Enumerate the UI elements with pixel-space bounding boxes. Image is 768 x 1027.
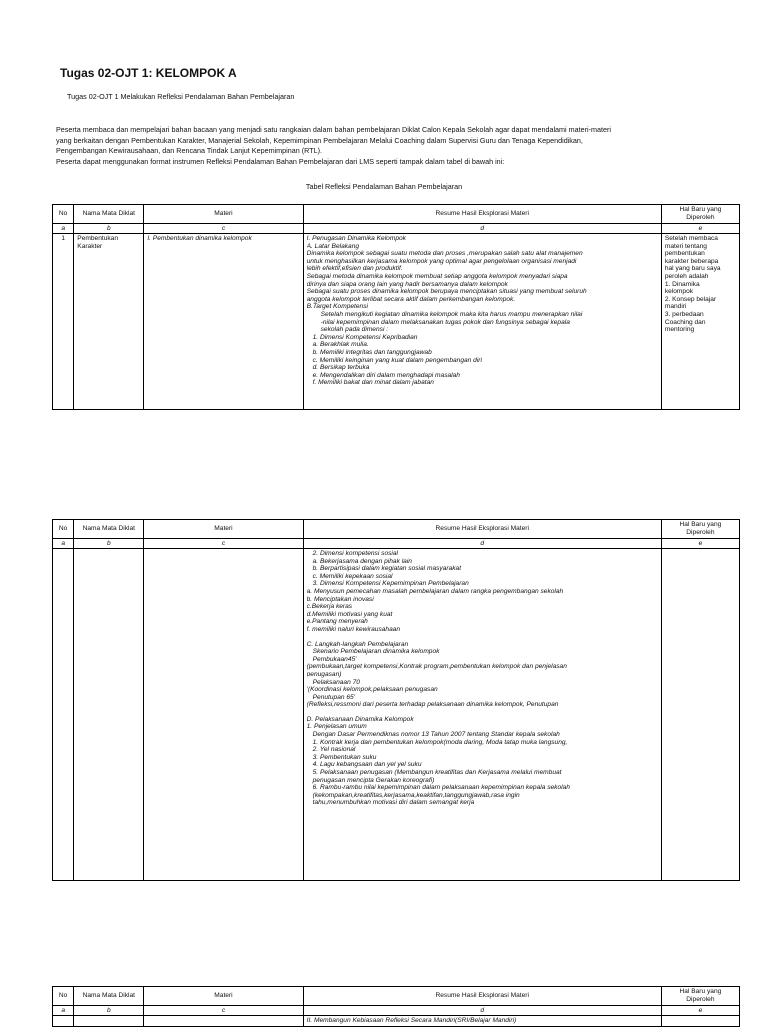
resume-line: e.Pantang menyerah (306, 618, 368, 626)
intro-line: Peserta membaca dan mempelajari bahan bacaan yang menjadi satu rangkaian dalam bahan pembelajaran Diklat Calon Kepala Sekolah agar dapat mendalami materi-materi (56, 125, 611, 134)
hal-baru-line: mandiri (664, 303, 687, 311)
letter-c: c (144, 224, 303, 234)
resume-line: Skenario Pembelajaran dinamika kelompok (312, 648, 440, 656)
hal-baru-line: 1. Dinamika (664, 280, 700, 288)
header-letter-row (53, 1006, 740, 1016)
header-materi: Materi (144, 205, 303, 224)
letter-e: e (661, 224, 739, 234)
header-nama: Nama Mata Diklat (74, 520, 144, 539)
resume-line: lebih efektif,efisien dan produktif. (306, 265, 403, 273)
resume-line: 2. Yel nasional (312, 746, 356, 754)
header-hal: Hal Baru yang Diperoleh (661, 205, 739, 224)
resume-line: (kekompakan,kreatifitas,kerjasama,keaktifan,tanggungjawab,rasa ingin (312, 791, 520, 799)
row-hal-baru (661, 549, 739, 881)
row-no: 1 (53, 234, 74, 410)
header-resume: Resume Hasil Eksplorasi Materi (303, 205, 661, 224)
resume-line: Dinamika kelompok sebagai suatu metoda dan proses ,merupakan salah satu alat manajemen (306, 250, 583, 258)
resume-line: '(Koordinasi kelompok,pelaksaan penugasan (306, 686, 438, 694)
resume-line: f. Memiliki bakat dan minat dalam jabatan (312, 379, 434, 387)
resume-line: c.Bekerja keras (306, 603, 353, 611)
header-hal: Hal Baru yang Diperoleh (661, 987, 739, 1006)
header-no: No (53, 520, 74, 539)
table-header-row (53, 205, 740, 224)
resume-line: (pembukaan,target kompetensi,Kontrak program,pembentukan kelompok dan penjelasan (306, 663, 567, 671)
resume-line: B.Target Kompetensi (306, 303, 368, 311)
reflection-table-2 (52, 519, 740, 881)
resume-line: sekolah pada dimensi : (320, 326, 389, 334)
resume-line: e. Mengendalikan diri dalam menghadapi masalah (312, 371, 460, 379)
resume-line: 1. Penjelasan umum (306, 723, 367, 731)
row-nama (74, 549, 144, 881)
row-materi (144, 1016, 303, 1027)
resume-line: 6. Rambu-rambu nilai kepemimpinan dalam pelaksanaan kepemimpinan kepala sekolah (312, 784, 570, 792)
letter-c: c (144, 1006, 303, 1016)
hal-baru-line: peroleh adalah (664, 272, 709, 280)
table-header-row (53, 520, 740, 539)
hal-baru-line: Coaching dan (664, 318, 706, 326)
resume-line: a. Berakhlak mulia. (312, 341, 369, 349)
letter-e: e (661, 539, 739, 549)
row-hal-baru (661, 1016, 739, 1027)
reflection-table-1 (52, 204, 740, 410)
resume-line: d.Memiliki motivasi yang kuat (306, 610, 393, 618)
resume-line: Dengan Dasar Permendiknas nomor 13 Tahun 2007 tentang Standar kepala sekolah (312, 731, 560, 739)
row-hal-baru (661, 234, 739, 410)
table-caption: Tabel Refleksi Pendalaman Bahan Pembelajaran (305, 182, 463, 191)
row-no (53, 1016, 74, 1027)
letter-b: b (74, 1006, 144, 1016)
letter-d: d (303, 539, 661, 549)
header-nama: Nama Mata Diklat (74, 987, 144, 1006)
header-materi: Materi (144, 987, 303, 1006)
letter-d: d (303, 224, 661, 234)
intro-paragraph (56, 125, 718, 167)
hal-baru-line: karakter beberapa (664, 257, 719, 265)
resume-line: Sebagai metoda dinamika kelompok membuat setiap anggota kelompok menyadari siapa (306, 272, 568, 280)
resume-line: tahu,menumbuhkan motivasi diri dalam semangat kerja (312, 799, 475, 807)
resume-line: b. Memiliki integritas dan tanggungjawab (312, 348, 432, 356)
table-row (53, 234, 740, 410)
row-resume (303, 234, 661, 410)
resume-line: Pembukaan45' (312, 655, 357, 663)
header-letter-row (53, 539, 740, 549)
header-hal: Hal Baru yang Diperoleh (661, 520, 739, 539)
resume-line: 2. Dimensi kompetensi sosial (312, 550, 399, 557)
resume-line: anggota kelompok terlibat secara aktif dalam perkembangan kelompok. (306, 295, 516, 303)
resume-line: I. Penugasan Dinamika Kelompok (306, 235, 406, 242)
hal-baru-line: 2. Konsep belajar (664, 295, 717, 303)
resume-line: 1. Kontrak kerja dan pembentukan kelompok(moda daring, Moda tatap muka langsung, (312, 738, 568, 746)
resume-line: Penutupan 65' (312, 693, 355, 701)
hal-baru-line: mentoring (664, 326, 695, 334)
header-no: No (53, 205, 74, 224)
header-letter-row (53, 224, 740, 234)
resume-line: f. memiliki naluri kewirausahaan (306, 625, 401, 633)
hal-baru-line: 3. perbedaan (664, 310, 704, 318)
resume-line: penugasan mencipta Gerakan koreografi) (312, 776, 435, 784)
resume-line: -nilai kepemimpinan dalam melaksanakan tugas pokok dan fungsinya sebagai kepala (320, 318, 570, 326)
resume-line: 4. Lagu kebangsaan dan yel yel suku (312, 761, 422, 769)
resume-line: II. Membangun Kebiasaan Refleksi Secara Mandiri(SRI/Belajar Mandiri) (306, 1017, 517, 1024)
resume-line: (Refleksi,ressmoni dari peserta terhadap pelaksanaan dinamika kelompok, Penutupan (306, 701, 559, 709)
resume-line (307, 709, 658, 716)
hal-baru-line: materi tentang (664, 242, 707, 250)
resume-line: 5. Pelaksanaan penugasan (Membangun kreatifitas dan Kerjasama melalui membuat (312, 769, 562, 777)
resume-line: c. Memiliki kepekaan sosial (312, 572, 393, 580)
header-nama: Nama Mata Diklat (74, 205, 144, 224)
resume-line: penugasan) (306, 670, 342, 678)
intro-line: Peserta dapat menggunakan format instrumen Refleksi Pendalaman Bahan Pembelajaran dari LMS seperti tampak dalam tabel di bawah ini: (56, 156, 505, 166)
table-row (53, 549, 740, 881)
letter-a: a (53, 539, 74, 549)
hal-baru-line: Setelah membaca (664, 235, 718, 242)
row-no (53, 549, 74, 881)
letter-b: b (74, 224, 144, 234)
row-resume (303, 1016, 661, 1027)
letter-b: b (74, 539, 144, 549)
hal-baru-line: pembentukan (664, 250, 705, 258)
resume-line: Sebagai suatu proses dinamika kelompok berupaya menciptakan situasi yang membuat seluruh (306, 288, 587, 296)
resume-line: c. Memiliki keinginan yang kuat dalam pengembangan diri (312, 356, 482, 364)
row-nama: Pembentukan Karakter (74, 234, 144, 410)
resume-line: A. Latar Belakang (306, 242, 360, 250)
intro-line: Pengembangan Kewirausahaan, dan Rencana Tindak Lanjut Kepemimpinan (RTL). (56, 146, 322, 155)
header-resume: Resume Hasil Eksplorasi Materi (303, 987, 661, 1006)
resume-line: d. Bersikap terbuka (312, 364, 370, 372)
resume-line: 3. Dimensi Kompetensi Kepemimpinan Pembelajaran (312, 580, 469, 588)
header-materi: Materi (144, 520, 303, 539)
resume-line: untuk menghasilkan kerjasama kelompok yang optimal agar pengelolaan organisasi menjadi (306, 257, 577, 265)
table-row (53, 1016, 740, 1027)
letter-e: e (661, 1006, 739, 1016)
row-materi (144, 549, 303, 881)
letter-a: a (53, 1006, 74, 1016)
resume-line: a. Menyusun pemecahan masalah pembelajaran dalam rangka pengembangan sekolah (306, 587, 564, 595)
header-resume: Resume Hasil Eksplorasi Materi (303, 520, 661, 539)
header-no: No (53, 987, 74, 1006)
hal-baru-line: hal yang baru saya (664, 265, 721, 273)
resume-line: C. Langkah-langkah Pembelajaran (306, 640, 409, 648)
row-nama (74, 1016, 144, 1027)
resume-line: Setelah mengikuti kegiatan dinamika kelompok maka kita harus mampu menerapkan nilai (320, 310, 583, 318)
letter-c: c (144, 539, 303, 549)
resume-line: b. Berpartisipasi dalam kegiatan sosial masyarakat (312, 565, 462, 573)
resume-line: 3. Pembentukan suku (312, 753, 377, 761)
document-subtitle: Tugas 02-OJT 1 Melakukan Refleksi Pendalaman Bahan Pembelajaran (67, 92, 295, 101)
intro-line: yang berkaitan dengan Pembentukan Karakter, Manajerial Sekolah, Kepemimpinan Pembelajaran Melalui Coaching dalam Supervisi Guru dan Tenaga Kependidikan, (56, 135, 583, 145)
table-header-row (53, 987, 740, 1006)
row-materi: I. Pembentukan dinamika kelompok (144, 234, 303, 410)
resume-line: D. Pelaksanaan Dinamika Kelompok (306, 715, 414, 723)
resume-line: dirinya dan siapa orang lain yang hadir bersamanya dalam kelompok (306, 280, 508, 288)
hal-baru-line: kelompok (664, 288, 694, 296)
reflection-table-3 (52, 986, 740, 1027)
letter-d: d (303, 1006, 661, 1016)
resume-line: Pelaksanaan 70 (312, 678, 360, 686)
resume-line: b. Menciptakan inovasi (306, 595, 374, 603)
letter-a: a (53, 224, 74, 234)
document-title: Tugas 02-OJT 1: KELOMPOK A (60, 66, 237, 80)
resume-line: 1. Dimensi Kompetensi Kepribadian (312, 333, 418, 341)
resume-line: a. Bekerjasama dengan pihak lain (312, 557, 412, 565)
resume-line (307, 634, 658, 641)
row-resume (303, 549, 661, 881)
